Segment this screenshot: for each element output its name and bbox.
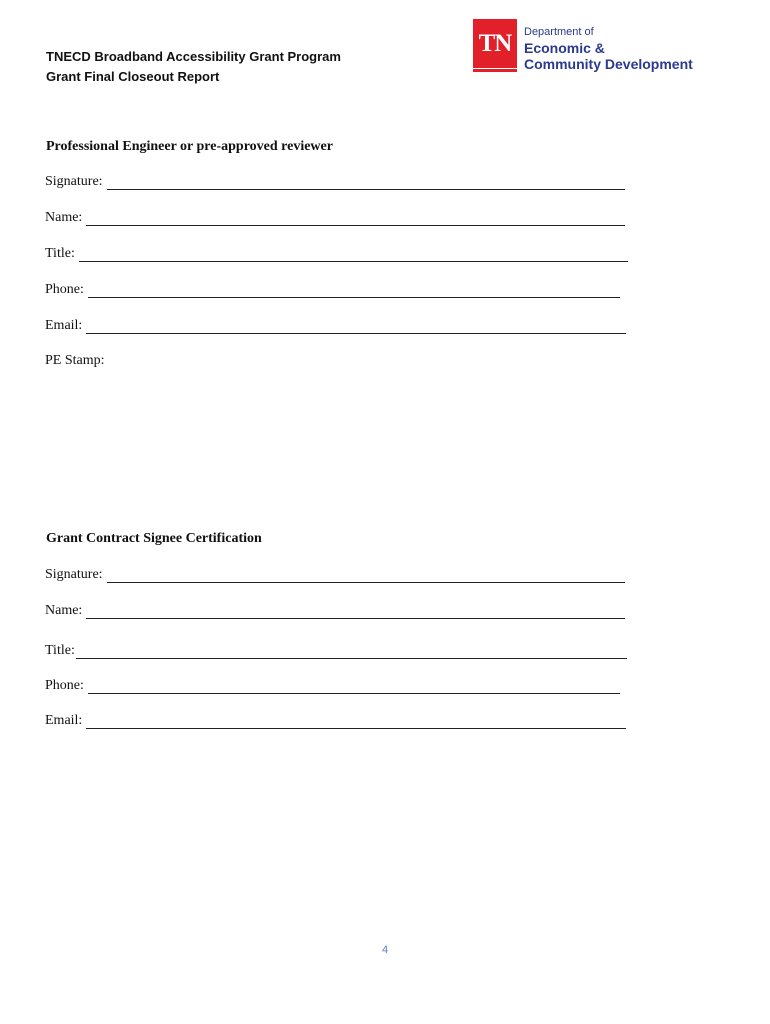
signee-signature-field[interactable]: [45, 567, 625, 583]
pe-stamp-label: PE Stamp:: [45, 353, 105, 368]
page-number: 4: [381, 944, 389, 956]
pe-signature-field[interactable]: [45, 174, 625, 190]
pe-phone-line[interactable]: [88, 283, 620, 298]
pe-section-title: Professional Engineer or pre-approved reviewer: [46, 139, 333, 154]
signee-name-label: Name:: [45, 603, 83, 618]
logo-department-text: Department of: [524, 26, 594, 38]
pe-email-label: Email:: [45, 318, 83, 333]
report-title: Grant Final Closeout Report: [46, 69, 220, 84]
pe-email-field[interactable]: [45, 318, 626, 334]
logo-line-2: Community Development: [524, 56, 693, 72]
signee-section-title: Grant Contract Signee Certification: [46, 531, 262, 546]
pe-title-field[interactable]: [45, 246, 628, 262]
logo-line-1: Economic &: [524, 40, 605, 56]
signee-phone-field[interactable]: [45, 678, 620, 694]
signee-email-label: Email:: [45, 713, 83, 728]
signee-signature-label: Signature:: [45, 567, 103, 582]
signee-name-field[interactable]: [45, 603, 625, 619]
tn-badge-underline: [473, 69, 517, 72]
pe-email-line[interactable]: [86, 319, 626, 334]
pe-phone-label: Phone:: [45, 282, 84, 297]
signee-phone-line[interactable]: [88, 679, 620, 694]
tnecd-logo: [473, 19, 693, 75]
document-header: [46, 47, 341, 87]
signee-title-label: Title:: [45, 643, 75, 658]
signee-signature-line[interactable]: [107, 568, 625, 583]
signee-email-field[interactable]: [45, 713, 626, 729]
pe-name-line[interactable]: [86, 211, 625, 226]
pe-signature-line[interactable]: [107, 175, 625, 190]
pe-name-field[interactable]: [45, 210, 625, 226]
pe-title-line[interactable]: [79, 247, 628, 262]
signee-title-line[interactable]: [76, 644, 627, 659]
pe-phone-field[interactable]: [45, 282, 620, 298]
program-title: TNECD Broadband Accessibility Grant Program: [46, 49, 341, 64]
signee-email-line[interactable]: [86, 714, 626, 729]
signee-name-line[interactable]: [86, 604, 625, 619]
tn-badge: TN: [473, 19, 517, 68]
pe-signature-label: Signature:: [45, 174, 103, 189]
pe-title-label: Title:: [45, 246, 75, 261]
pe-name-label: Name:: [45, 210, 83, 225]
signee-phone-label: Phone:: [45, 678, 84, 693]
signee-title-field[interactable]: [45, 643, 627, 659]
